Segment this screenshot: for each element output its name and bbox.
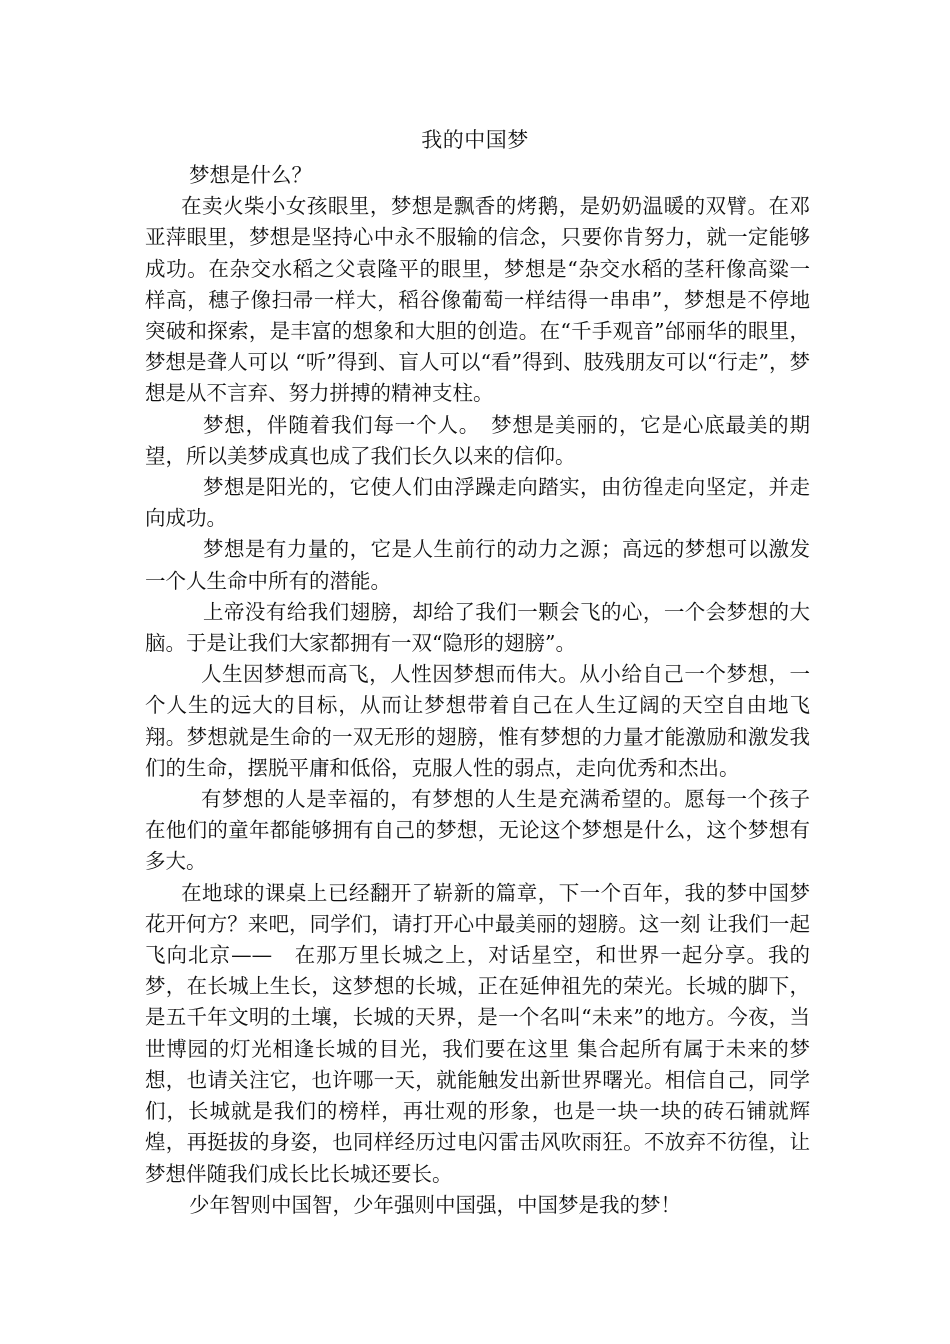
paragraph-8: 有梦想的人是幸福的，有梦想的人生是充满希望的。愿每一个孩子在他们的童年都能够拥有自己的梦想，无论这个梦想是什么，这个梦想有多大。 — [145, 787, 810, 874]
document-title: 我的中国梦 — [421, 128, 529, 152]
paragraph-6: 上帝没有给我们翅膀，却给了我们一颗会飞的心，一个会梦想的大脑。于是让我们大家都拥有一双“隐形的翅膀”。 — [145, 599, 810, 656]
paragraph-2: 在卖火柴小女孩眼里，梦想是飘香的烤鹅，是奶奶温暖的双臂。在邓亚萍眼里，梦想是坚持心中永不服输的信念，只要你肯努力，就一定能够成功。在杂交水稻之父袁隆平的眼里，梦想是“杂交水稻的茎秆像高粱一样高，穗子像扫帚一样大，稻谷像葡萄一样结得一串串”，梦想是不停地突破和探索，是丰富的想象和大胆的创造。在“千手观音”邰丽华的眼里，梦想是聋人可以 “听”得到、盲人可以“看”得到、肢残朋友可以“行走”，梦想是从不言弃、努力拼搏的精神支柱。 — [145, 194, 810, 406]
paragraph-5: 梦想是有力量的，它是人生前行的动力之源；高远的梦想可以激发一个人生命中所有的潜能。 — [145, 537, 810, 593]
paragraph-4: 梦想是阳光的，它使人们由浮躁走向踏实，由彷徨走向坚定，并走向成功。 — [145, 475, 810, 531]
paragraph-10: 少年智则中国智，少年强则中国强，中国梦是我的梦！ — [189, 1192, 681, 1217]
document-body — [145, 160, 810, 1221]
paragraph-9: 在地球的课桌上已经翻开了崭新的篇章，下一个百年，我的梦中国梦花开何方？来吧，同学们，请打开心中最美丽的翅膀。这一刻 让我们一起飞向北京—— 在那万里长城之上，对话星空，和世界一起分享。我的梦，在长城上生长，这梦想的长城，正在延伸祖先的荣光。长城的脚下，是五千年文明的土壤，长城的天界，是一个名叫“未来”的地方。今夜，当世博园的灯光相逢长城的目光，我们要在这里 集合起所有属于未来的梦想，也请关注它，也许哪一天，就能触发出新世界曙光。相信自己，同学们，长城就是我们的榜样，再壮观的形象，也是一块一块的砖石铺就辉煌，再挺拔的身姿，也同样经历过电闪雷击风吹雨狂。不放弃不彷徨，让梦想伴随我们成长比长城还要长。 — [145, 880, 810, 1186]
paragraph-1: 梦想是什么？ — [189, 163, 312, 187]
paragraph-7: 人生因梦想而高飞，人性因梦想而伟大。从小给自己一个梦想，一个人生的远大的目标，从而让梦想带着自己在人生辽阔的天空自由地飞翔。梦想就是生命的一双无形的翅膀，惟有梦想的力量才能激励和激发我们的生命，摆脱平庸和低俗，克服人性的弱点，走向优秀和杰出。 — [145, 662, 810, 780]
paragraph-3: 梦想，伴随着我们每一个人。 梦想是美丽的，它是心底最美的期望，所以美梦成真也成了我们长久以来的信仰。 — [145, 412, 810, 468]
